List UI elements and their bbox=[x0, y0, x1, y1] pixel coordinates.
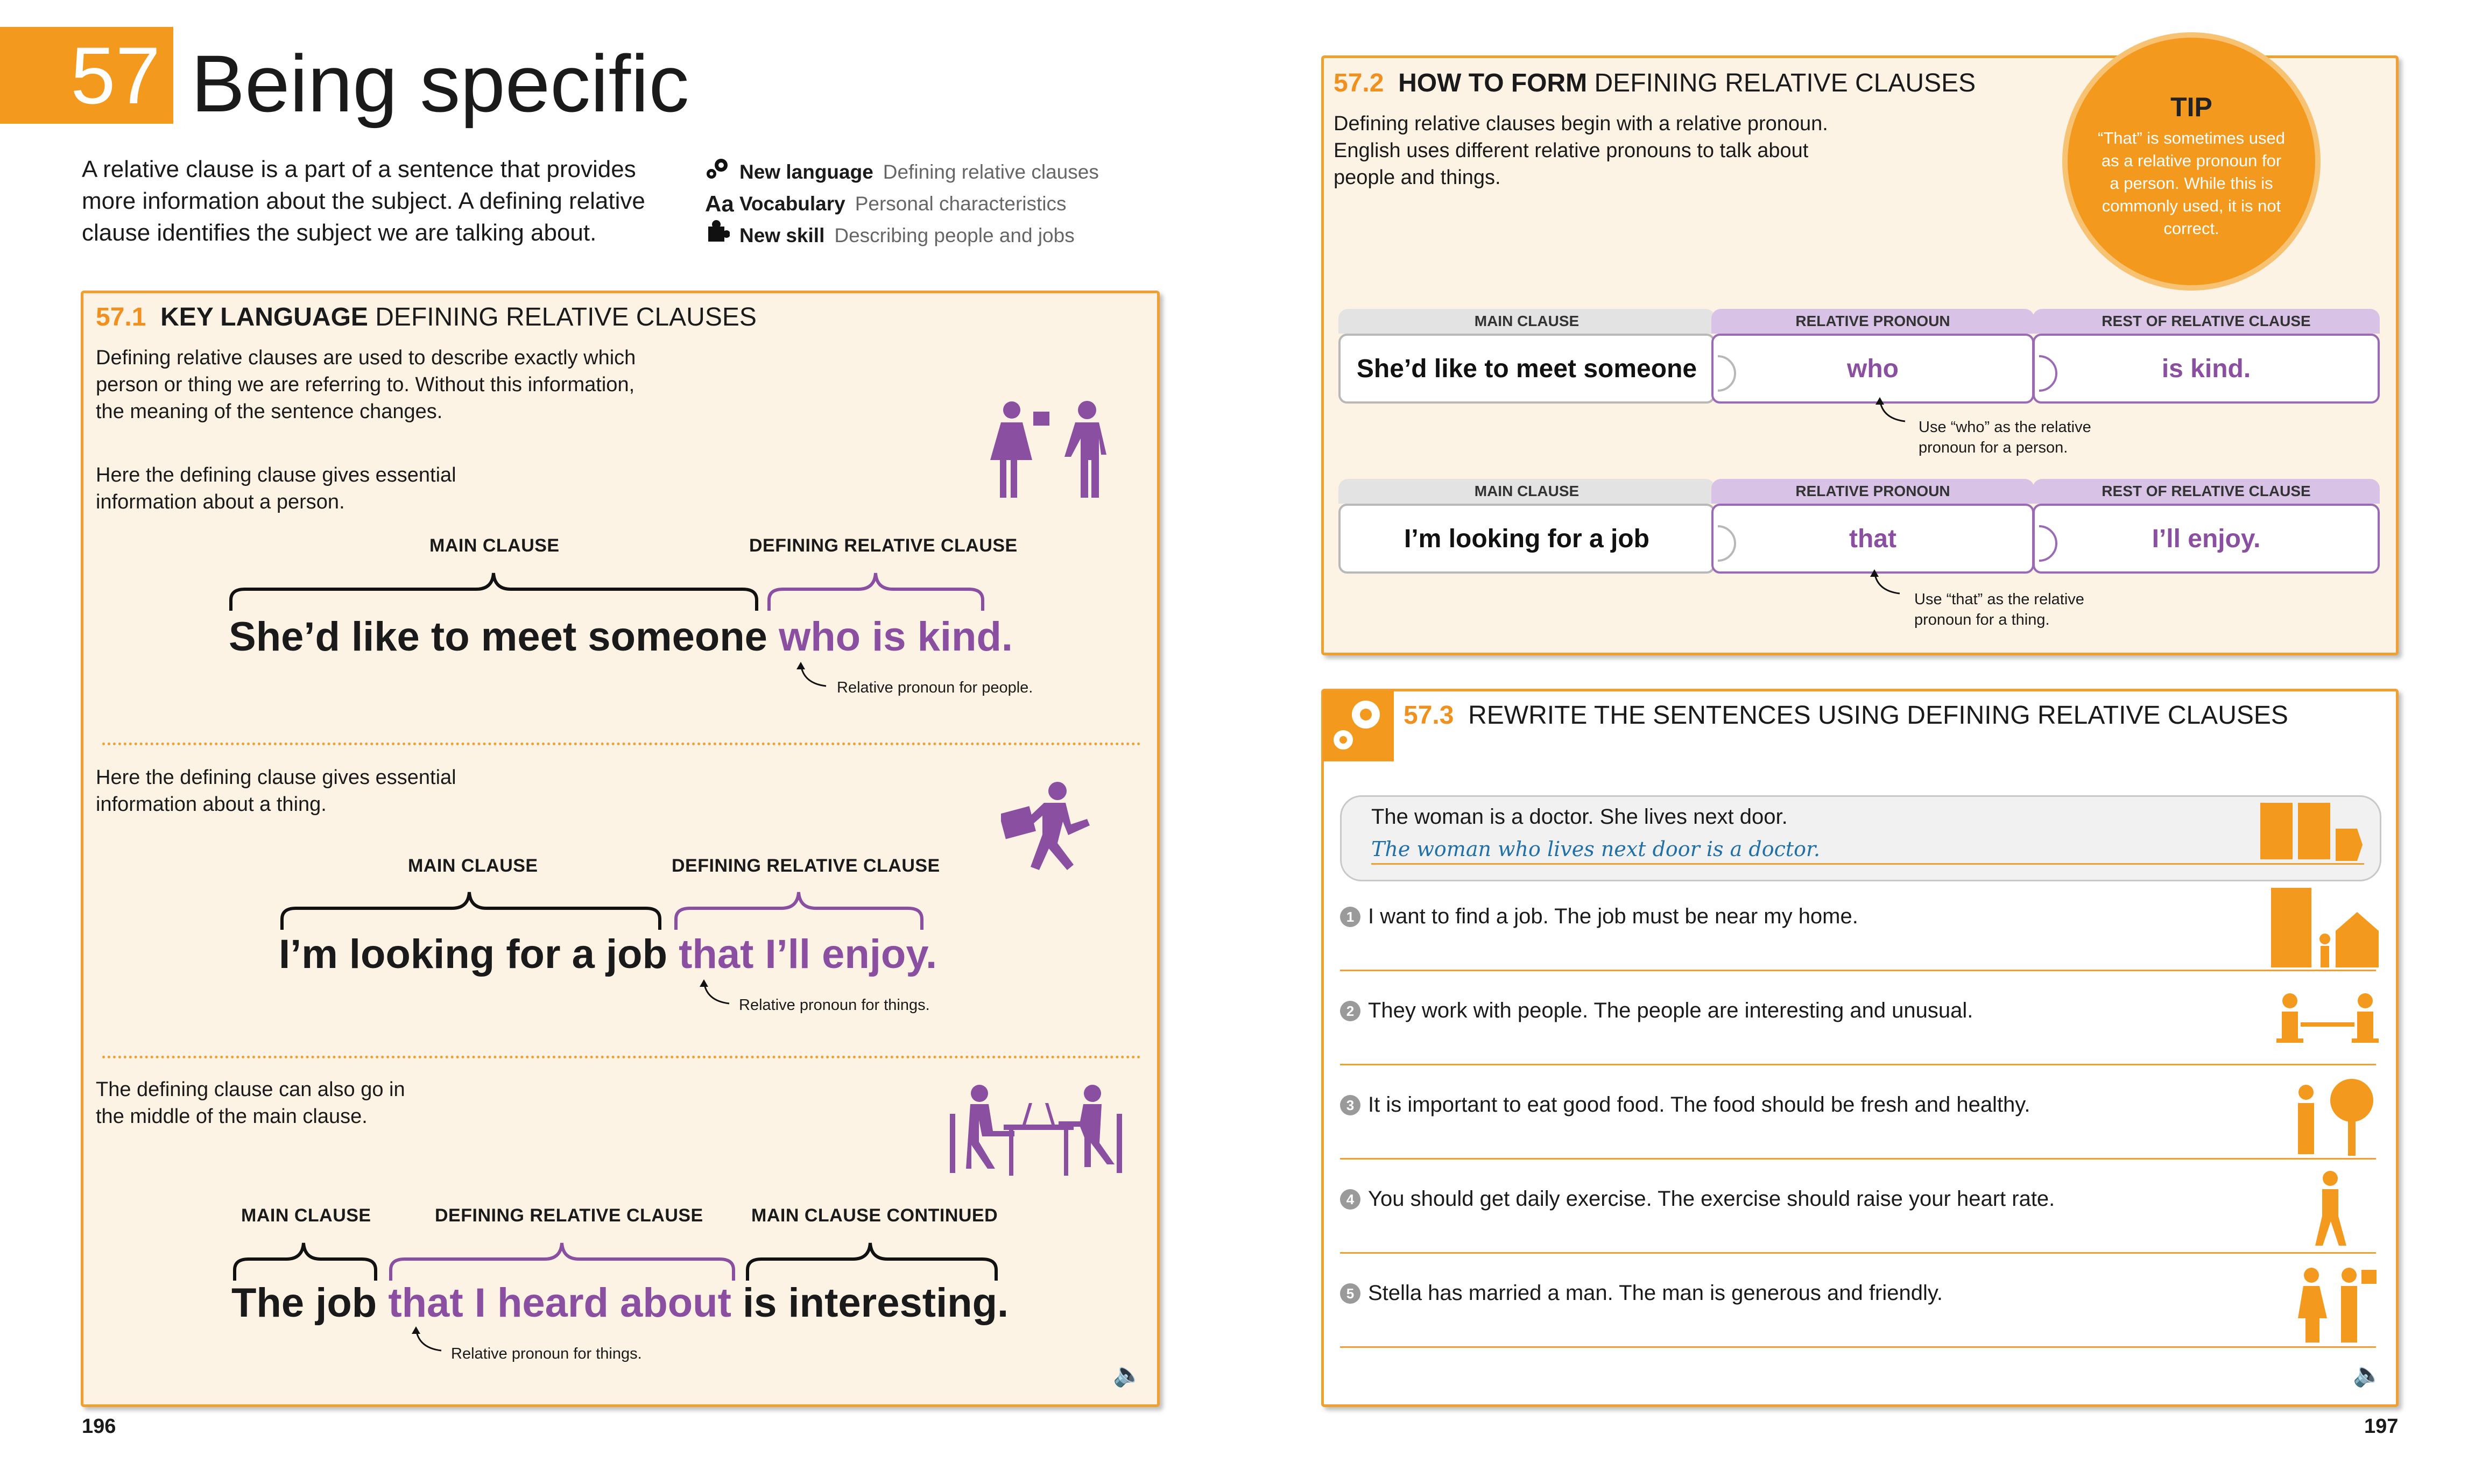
puzzle-relative-pronoun-1: RELATIVE PRONOUN who bbox=[1711, 309, 2034, 404]
houses-doctor-icon bbox=[2260, 802, 2368, 864]
ex1-arrow bbox=[796, 662, 834, 694]
puzzle-rest-clause-1: REST OF RELATIVE CLAUSE is kind. bbox=[2033, 309, 2380, 404]
row2-note: Use “that” as the relative pronoun for a thing. bbox=[1914, 591, 2084, 628]
ex1-def-brace bbox=[767, 562, 985, 614]
row2-arrow bbox=[1870, 569, 1908, 602]
gears-icon bbox=[705, 156, 739, 188]
ex1-sentence bbox=[229, 613, 1013, 660]
ex1-main-clause: She’d like to meet someone bbox=[229, 614, 767, 660]
ex3-cont-brace bbox=[745, 1232, 998, 1284]
couple-gift-icon bbox=[2293, 1264, 2379, 1348]
ex2-main-clause-label: MAIN CLAUSE bbox=[408, 856, 538, 876]
ex2-note: Relative pronoun for things. bbox=[739, 997, 930, 1014]
page-number-right: 197 bbox=[2364, 1415, 2399, 1438]
puzzle-main-clause-2: MAIN CLAUSE I’m looking for a job bbox=[1338, 479, 1715, 574]
chapter-number: 57 bbox=[0, 27, 173, 124]
puzzle-rest-clause-2: REST OF RELATIVE CLAUSE I’ll enjoy. bbox=[2033, 479, 2380, 574]
example-1-intro: Here the defining clause gives essential information about a person. bbox=[96, 464, 456, 513]
ex2-arrow bbox=[700, 979, 737, 1012]
ex1-defining-clause-label: DEFINING RELATIVE CLAUSE bbox=[749, 535, 1018, 556]
answer-line-2[interactable] bbox=[1340, 1064, 2376, 1065]
ex1-main-clause-label: MAIN CLAUSE bbox=[429, 535, 560, 556]
section-57-3-heading: 57.3 REWRITE THE SENTENCES USING DEFINING RELATIVE CLAUSES bbox=[1404, 701, 2288, 730]
ex3-main-clause-label: MAIN CLAUSE bbox=[241, 1205, 371, 1226]
ex3-def-brace bbox=[389, 1232, 736, 1284]
couple-gift-icon bbox=[979, 398, 1119, 508]
row1-note: Use “who” as the relative pronoun for a person. bbox=[1919, 419, 2091, 456]
ex2-def-brace bbox=[674, 881, 924, 933]
ex1-relative-clause: who is kind. bbox=[779, 614, 1013, 660]
exercise-item-5: 5 Stella has married a man. The man is generous and friendly. bbox=[1340, 1280, 1943, 1306]
divider bbox=[102, 743, 1141, 745]
summary-new-skill: New skill Describing people and jobs bbox=[705, 220, 1099, 251]
ex3-main-brace bbox=[232, 1232, 378, 1284]
section-57-1-heading: 57.1 KEY LANGUAGE DEFINING RELATIVE CLAUSES bbox=[96, 303, 757, 331]
chapter-title: Being specific bbox=[191, 38, 689, 129]
ex2-main-clause: I’m looking for a job bbox=[279, 931, 667, 977]
ex3-note: Relative pronoun for things. bbox=[451, 1345, 642, 1362]
example-answer-line bbox=[1371, 863, 2364, 865]
ex1-note: Relative pronoun for people. bbox=[837, 679, 1033, 696]
puzzle-relative-pronoun-2: RELATIVE PRONOUN that bbox=[1711, 479, 2034, 574]
example-2-intro: Here the defining clause gives essential information about a thing. bbox=[96, 766, 456, 816]
divider bbox=[102, 1056, 1141, 1058]
example-3-intro: The defining clause can also go in the middle of the main clause. bbox=[96, 1078, 405, 1128]
audio-speaker-icon[interactable]: 🔈 bbox=[1113, 1361, 1143, 1388]
intro-text: A relative clause is a part of a sentence that provides more information about the subject. A defining relative clause identifies the subject we are talking about. bbox=[82, 156, 645, 246]
running-man-icon bbox=[1001, 780, 1092, 880]
coworkers-icon bbox=[2274, 985, 2381, 1063]
chapter-summary bbox=[705, 156, 1099, 251]
answer-line-1[interactable] bbox=[1340, 970, 2376, 971]
exercise-item-2: 2 They work with people. The people are interesting and unusual. bbox=[1340, 997, 1973, 1024]
ex2-defining-clause-label: DEFINING RELATIVE CLAUSE bbox=[672, 856, 940, 876]
buildings-icon bbox=[2271, 888, 2379, 971]
ex3-defining-clause-label: DEFINING RELATIVE CLAUSE bbox=[435, 1205, 703, 1226]
page-number-left: 196 bbox=[82, 1415, 116, 1438]
puzzle-main-clause-1: MAIN CLAUSE She’d like to meet someone bbox=[1338, 309, 1715, 404]
answer-line-4[interactable] bbox=[1340, 1252, 2376, 1254]
example-answer: The woman who lives next door is a doctor. bbox=[1371, 837, 1821, 861]
ex3-main-clause-continued-label: MAIN CLAUSE CONTINUED bbox=[751, 1205, 998, 1226]
exercise-item-1: 1 I want to find a job. The job must be near my home. bbox=[1340, 903, 1858, 930]
gears-icon bbox=[1323, 690, 1394, 761]
ex2-relative-clause: that I’ll enjoy. bbox=[679, 931, 937, 977]
ex3-main-clause-continued: is interesting. bbox=[743, 1280, 1009, 1326]
office-workers-icon bbox=[950, 1082, 1122, 1181]
ex1-main-brace bbox=[229, 562, 759, 614]
ex3-main-clause: The job bbox=[231, 1280, 377, 1326]
section-57-2-description: Defining relative clauses begin with a relative pronoun. English uses different relative pronouns to talk about people and things. bbox=[1334, 112, 1828, 189]
tip-title: TIP bbox=[2170, 92, 2212, 122]
summary-new-language: New language Defining relative clauses bbox=[705, 156, 1099, 188]
section-57-2-heading: 57.2 HOW TO FORM DEFINING RELATIVE CLAUSES bbox=[1334, 69, 1976, 97]
ex3-relative-clause: that I heard about bbox=[388, 1280, 731, 1326]
answer-line-5[interactable] bbox=[1340, 1346, 2376, 1348]
ex3-sentence bbox=[231, 1280, 1009, 1326]
ex2-main-brace bbox=[280, 881, 662, 933]
section-57-1-description: Defining relative clauses are used to describe exactly which person or thing we are referring to. Without this information, the meaning of the sentence changes. bbox=[96, 347, 636, 423]
audio-speaker-icon[interactable]: 🔈 bbox=[2353, 1361, 2382, 1388]
aa-icon: Aa bbox=[705, 191, 734, 216]
person-tree-icon bbox=[2290, 1076, 2381, 1160]
row1-arrow bbox=[1875, 397, 1913, 429]
exercise-item-3: 3 It is important to eat good food. The food should be fresh and healthy. bbox=[1340, 1091, 2030, 1118]
exercise-item-4: 4 You should get daily exercise. The exercise should raise your heart rate. bbox=[1340, 1185, 2055, 1212]
example-question: The woman is a doctor. She lives next door. bbox=[1371, 805, 1788, 829]
puzzle-icon bbox=[705, 219, 739, 252]
tip-badge bbox=[2068, 38, 2315, 285]
answer-line-3[interactable] bbox=[1340, 1158, 2376, 1160]
summary-vocabulary: Aa Vocabulary Personal characteristics bbox=[705, 188, 1099, 220]
ex3-arrow bbox=[412, 1326, 449, 1359]
runner-icon bbox=[2306, 1168, 2354, 1251]
ex2-sentence bbox=[279, 931, 937, 978]
tip-text: “That” is sometimes used as a relative pronoun for a person. While this is commonly used, it is not correct. bbox=[2098, 129, 2285, 238]
